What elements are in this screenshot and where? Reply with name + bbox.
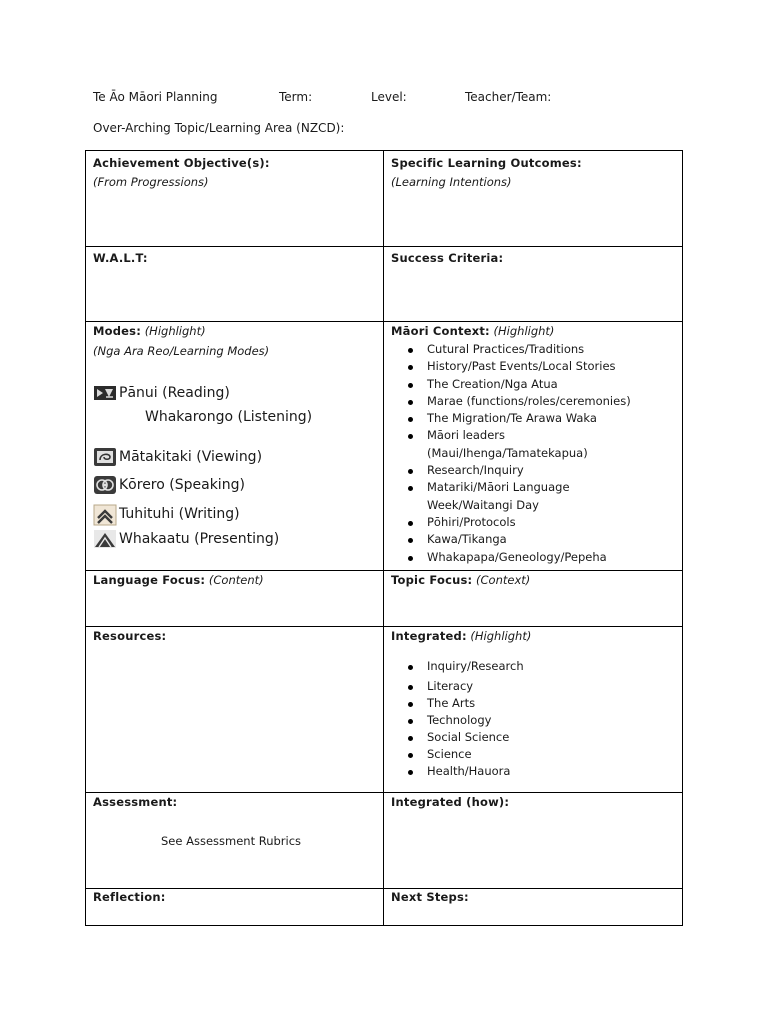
language-focus-heading bbox=[93, 571, 264, 590]
whakaatu-icon bbox=[93, 529, 117, 549]
mode-whakarongo[interactable] bbox=[145, 406, 312, 428]
achievement-objectives-label: Achievement Objective(s): bbox=[93, 156, 270, 170]
assessment-label: Assessment: bbox=[93, 795, 178, 809]
list-item[interactable]: Kawa/Tikanga bbox=[406, 531, 681, 548]
modes-subtitle: (Nga Ara Reo/Learning Modes) bbox=[93, 344, 270, 358]
integrated-how-cell[interactable] bbox=[391, 793, 509, 812]
integrated-hint: (Highlight) bbox=[470, 629, 532, 643]
maori-context-list bbox=[406, 341, 681, 566]
assessment-note: See Assessment Rubrics bbox=[161, 834, 302, 848]
panui-icon bbox=[93, 383, 117, 403]
list-item-text: Matariki/Māori Language bbox=[427, 480, 570, 495]
list-item[interactable]: Health/Hauora bbox=[406, 763, 681, 780]
mode-matakitaki[interactable] bbox=[93, 446, 262, 468]
maori-context-heading bbox=[391, 322, 681, 341]
achievement-objectives-hint: (From Progressions) bbox=[93, 175, 209, 189]
tuhituhi-icon bbox=[93, 504, 117, 524]
overarching-topic-label: Over-Arching Topic/Learning Area (NZCD): bbox=[93, 121, 345, 135]
resources-label: Resources: bbox=[93, 629, 167, 643]
list-item[interactable]: Pōhiri/Protocols bbox=[406, 514, 681, 531]
integrated-how-label: Integrated (how): bbox=[391, 795, 510, 809]
term-label: Term: bbox=[279, 90, 313, 104]
language-focus-hint: (Content) bbox=[208, 573, 264, 587]
list-item[interactable]: Cutural Practices/Traditions bbox=[406, 341, 681, 358]
learning-outcomes-label: Specific Learning Outcomes: bbox=[391, 156, 582, 170]
resources-cell[interactable] bbox=[93, 627, 166, 646]
integrated-label: Integrated: bbox=[391, 629, 467, 643]
topic-focus-hint: (Context) bbox=[476, 573, 531, 587]
list-item[interactable]: The Migration/Te Arawa Waka bbox=[406, 410, 681, 427]
list-item[interactable]: Whakapapa/Geneology/Pepeha bbox=[406, 549, 681, 566]
success-criteria-label: Success Criteria: bbox=[391, 251, 504, 265]
mode-whakarongo-label: Whakarongo (Listening) bbox=[145, 409, 313, 425]
mode-korero-label: Kōrero (Speaking) bbox=[119, 477, 245, 493]
mode-whakaatu-label: Whakaatu (Presenting) bbox=[119, 531, 280, 547]
list-item[interactable]: Inquiry/Research bbox=[406, 658, 681, 675]
list-item-continuation: Week/Waitangi Day bbox=[427, 497, 539, 512]
list-item[interactable]: Literacy bbox=[406, 678, 681, 695]
list-item[interactable]: Marae (functions/roles/ceremonies) bbox=[406, 393, 681, 410]
matakitaki-icon bbox=[93, 447, 117, 467]
assessment-cell[interactable] bbox=[93, 793, 381, 851]
row-divider bbox=[85, 246, 683, 247]
modes-hint: (Highlight) bbox=[144, 324, 206, 338]
learning-outcomes-cell[interactable] bbox=[391, 154, 582, 192]
table-border-right bbox=[682, 150, 683, 926]
mode-whakaatu[interactable] bbox=[93, 528, 279, 550]
success-criteria-cell[interactable] bbox=[391, 249, 503, 268]
modes-label: Modes: bbox=[93, 324, 142, 338]
next-steps-cell[interactable] bbox=[391, 888, 469, 907]
document-header bbox=[93, 90, 713, 106]
list-item[interactable]: The Arts bbox=[406, 695, 681, 712]
topic-focus-heading bbox=[391, 571, 530, 590]
next-steps-label: Next Steps: bbox=[391, 890, 469, 904]
table-border-top bbox=[85, 150, 683, 151]
list-item[interactable]: History/Past Events/Local Stories bbox=[406, 358, 681, 375]
planning-table bbox=[85, 150, 683, 926]
mode-panui-label: Pānui (Reading) bbox=[119, 385, 230, 401]
korero-icon bbox=[93, 475, 117, 495]
maori-context-label: Māori Context: bbox=[391, 324, 490, 338]
list-item-continuation: (Maui/Ihenga/Tamatekapua) bbox=[427, 445, 588, 460]
mode-korero[interactable] bbox=[93, 474, 245, 496]
language-focus-label: Language Focus: bbox=[93, 573, 206, 587]
topic-focus-label: Topic Focus: bbox=[391, 573, 473, 587]
reflection-cell[interactable] bbox=[93, 888, 166, 907]
list-item[interactable]: Social Science bbox=[406, 729, 681, 746]
list-item[interactable]: The Creation/Nga Atua bbox=[406, 376, 681, 393]
learning-outcomes-hint: (Learning Intentions) bbox=[391, 175, 512, 189]
mode-panui[interactable] bbox=[93, 382, 230, 404]
list-item[interactable]: Science bbox=[406, 746, 681, 763]
walt-cell[interactable] bbox=[93, 249, 148, 268]
maori-context-hint: (Highlight) bbox=[493, 324, 555, 338]
list-item[interactable] bbox=[406, 479, 681, 514]
mode-tuhituhi-label: Tuhituhi (Writing) bbox=[119, 506, 240, 522]
mode-matakitaki-label: Mātakitaki (Viewing) bbox=[119, 449, 263, 465]
topic-focus-cell[interactable] bbox=[391, 571, 530, 590]
language-focus-cell[interactable] bbox=[93, 571, 264, 590]
modes-cell[interactable] bbox=[85, 322, 383, 570]
row-divider bbox=[85, 888, 683, 889]
reflection-label: Reflection: bbox=[93, 890, 166, 904]
mode-tuhituhi[interactable] bbox=[93, 503, 240, 525]
integrated-cell[interactable] bbox=[391, 627, 681, 780]
teacher-label: Teacher/Team: bbox=[465, 90, 552, 104]
column-divider bbox=[383, 150, 384, 926]
page-title: Te Āo Māori Planning bbox=[93, 90, 218, 104]
list-item-text: Māori leaders bbox=[427, 428, 505, 443]
list-item[interactable]: Technology bbox=[406, 712, 681, 729]
list-item[interactable]: Research/Inquiry bbox=[406, 462, 681, 479]
modes-heading bbox=[93, 322, 206, 341]
table-border-bottom bbox=[85, 925, 683, 926]
walt-label: W.A.L.T: bbox=[93, 251, 148, 265]
level-label: Level: bbox=[371, 90, 407, 104]
integrated-list bbox=[406, 658, 681, 780]
integrated-heading bbox=[391, 627, 681, 646]
achievement-objectives-cell[interactable] bbox=[93, 154, 270, 192]
maori-context-cell[interactable] bbox=[391, 322, 681, 566]
list-item[interactable] bbox=[406, 427, 681, 462]
